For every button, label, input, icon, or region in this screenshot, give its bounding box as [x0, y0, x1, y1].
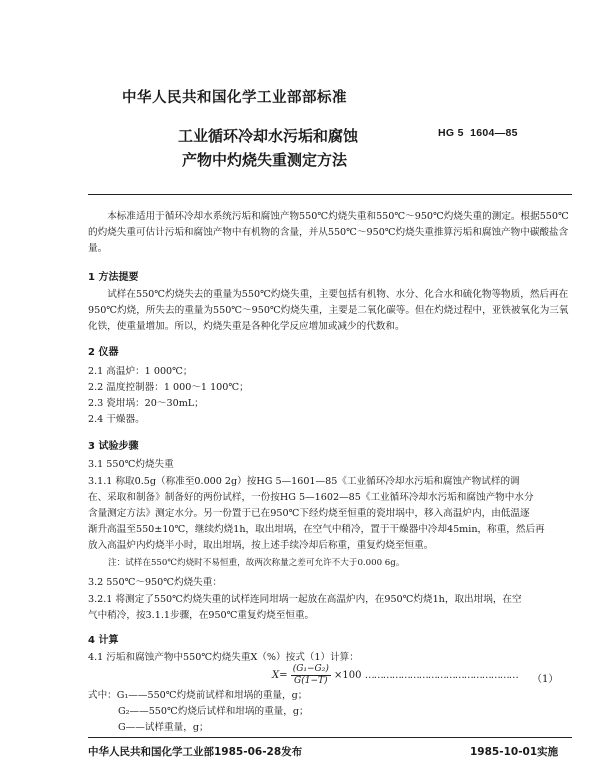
subsection-3-1: 3.1 550℃灼烧失重	[88, 459, 174, 470]
document-title-line1: 工业循环冷却水污垢和腐蚀	[178, 127, 359, 145]
instrument-item: 2.2 温度控制器：1 000～1 100℃；	[88, 382, 249, 393]
subsection-3-2-1-line: 3.2.1 将测定了550℃灼烧失重的试样连同坩埚一起放在高温炉内，在950℃灼烧1h，取出坩埚，在空	[88, 594, 522, 605]
intro-paragraph: 本标准适用于循环冷却水系统污垢和腐蚀产物550℃灼烧失重和550℃～950℃灼烧失重的测定。根据550℃的灼烧失重可估计污垢和腐蚀产物中有机物的含量，并从550℃～950℃灼烧失重推算污垢和腐蚀产物中碳酸盐含量。	[88, 211, 569, 254]
section-4-heading: 4 计算	[88, 635, 119, 646]
instrument-item: 2.1 高温炉：1 000℃；	[88, 366, 193, 377]
instrument-item: 2.3 瓷坩埚：20～30mL；	[88, 398, 204, 409]
subsection-3-2-1-line: 气中稍冷，按3.1.1步骤，在950℃重复灼烧至恒重。	[88, 610, 315, 621]
subsection-3-1-1-line: 含量测定方法》测定水分。另一份置于已在950℃下经灼烧至恒重的瓷坩埚中，移入高温炉内，由低温逐	[88, 508, 530, 519]
section-3-heading: 3 试验步骤	[88, 441, 139, 452]
subsection-4-1: 4.1 污垢和腐蚀产物中550℃灼烧失重X（%）按式（1）计算：	[88, 652, 359, 663]
variable-definition: G₂——550℃灼烧后试样和坩埚的重量，g；	[118, 706, 309, 717]
formula-numerator: (G₁−G₂)	[292, 664, 329, 674]
subsection-3-1-1-line: 放入高温炉内灼烧半小时，取出坩埚，按上述手续冷却后称重，重复灼烧至恒重。	[88, 540, 434, 551]
effective-date: 1985-10-01实施	[470, 746, 559, 758]
subsection-3-1-1-line: 渐升高温至550±10℃，继续灼烧1h，取出坩埚，在空气中稍冷，置于干燥器中冷却45min，称重，然后再	[88, 524, 545, 535]
standard-code: HG 5 1604—85	[438, 127, 518, 139]
issue-statement: 中华人民共和国化学工业部1985-06-28发布	[88, 746, 303, 758]
section-1-heading: 1 方法提要	[88, 272, 139, 283]
issuing-organization: 中华人民共和国化学工业部部标准	[122, 90, 347, 106]
subsection-3-1-1-line: 在、采取和制备》制备好的两份试样，一份按HG 5—1602—85《工业循环冷却水污垢和腐蚀产物中水分	[88, 492, 534, 503]
variable-definition: G——试样重量，g；	[118, 722, 209, 733]
formula-denominator: G(1−T)	[294, 676, 328, 686]
formula-leader-dots: ……………………………………………	[364, 670, 518, 681]
footer-divider	[88, 737, 572, 738]
formula-1	[272, 664, 518, 687]
instrument-item: 2.4 干燥器。	[88, 414, 145, 425]
note: 注：试样在550℃灼烧时不易恒重，故两次称量之差可允许不大于0.000 6g。	[108, 558, 405, 568]
subsection-3-1-1-line: 3.1.1 称取0.5g（称准至0.000 2g）按HG 5—1601—85《工业循环冷却水污垢和腐蚀产物试样的调	[88, 476, 520, 487]
variable-definition: 式中：G₁——550℃灼烧前试样和坩埚的重量，g；	[88, 690, 308, 701]
section-1-body: 试样在550℃灼烧失去的重量为550℃灼烧失重，主要包括有机物、水分、化合水和硫化物等物质，然后再在950℃灼烧，所失去的重量为550℃～950℃灼烧失重，主要是二氧化碳等。但在灼烧过程中，亚铁被氧化为三氧化铁，使重量增加。所以，灼烧失重是各种化学反应增加或减少的代数和。	[88, 289, 569, 332]
formula-fraction	[291, 664, 331, 687]
formula-lhs: X=	[272, 670, 288, 681]
document-title-line2: 产物中灼烧失重测定方法	[182, 151, 348, 169]
section-2-heading: 2 仪器	[88, 347, 119, 358]
subsection-3-2: 3.2 550℃～950℃灼烧失重：	[88, 577, 222, 588]
formula-rhs: ×100	[334, 670, 362, 681]
header-divider	[88, 194, 572, 195]
formula-number: （1）	[532, 674, 559, 685]
